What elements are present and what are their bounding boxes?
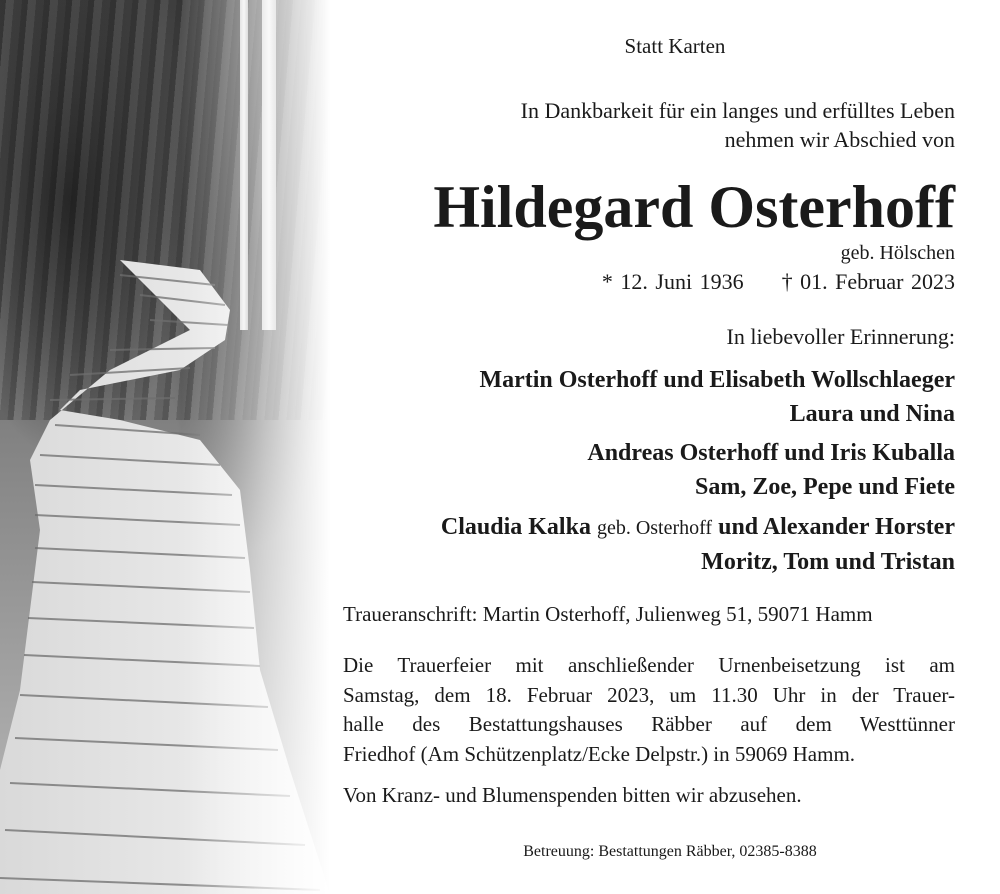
family-children: Moritz, Tom und Tristan (701, 549, 955, 575)
family-group (315, 436, 955, 504)
ceremony-notice (343, 651, 955, 769)
boardwalk-photo (0, 0, 330, 894)
no-flowers-note: Von Kranz- und Blumenspenden bitten wir abzusehen. (343, 783, 802, 807)
family-group (315, 363, 955, 431)
mourning-address: Traueranschrift: Martin Osterhoff, Julienweg 51, 59071 Hamm (343, 602, 873, 626)
life-dates (355, 269, 955, 295)
intro-line: In Dankbarkeit für ein langes und erfülltes Leben (520, 98, 955, 123)
birth-date: * 12. Juni 1936 (601, 269, 744, 294)
ceremony-line: Die Trauerfeier mit anschließender Urnenbeisetzung ist am (343, 653, 955, 677)
birth-name: geb. Hölschen (840, 242, 955, 264)
family-parents: Andreas Osterhoff und Iris Kuballa (587, 440, 955, 466)
deceased-name: Hildegard Osterhoff (433, 174, 955, 240)
remembrance-heading: In liebevoller Erinnerung: (726, 324, 955, 349)
funeral-home-credit: Betreuung: Bestattungen Räbber, 02385-8388 (523, 843, 817, 860)
death-date: † 01. Februar 2023 (781, 269, 955, 294)
family-parents: Martin Osterhoff und Elisabeth Wollschlaeger (479, 367, 955, 393)
intro-text (355, 96, 955, 154)
family-name-b: und Alexander Horster (718, 514, 955, 540)
obituary-text (330, 0, 1000, 894)
photo-fade (0, 0, 330, 894)
family-parents (315, 510, 955, 545)
ceremony-line: Friedhof (Am Schützenplatz/Ecke Delpstr.) in 59069 Hamm. (343, 741, 856, 766)
ceremony-line: halle des Bestattungshauses Räbber auf dem Westtünner (343, 712, 955, 736)
intro-line: nehmen wir Abschied von (724, 127, 955, 152)
family-children: Sam, Zoe, Pepe und Fiete (695, 474, 955, 500)
family-group (315, 510, 955, 579)
family-name-a: Claudia Kalka (440, 514, 591, 540)
statt-karten: Statt Karten (624, 34, 726, 58)
ceremony-line: Samstag, dem 18. Februar 2023, um 11.30 Uhr in der Trauer- (343, 682, 955, 707)
family-children: Laura und Nina (789, 401, 955, 427)
family-birth-name: geb. Osterhoff (596, 517, 713, 539)
